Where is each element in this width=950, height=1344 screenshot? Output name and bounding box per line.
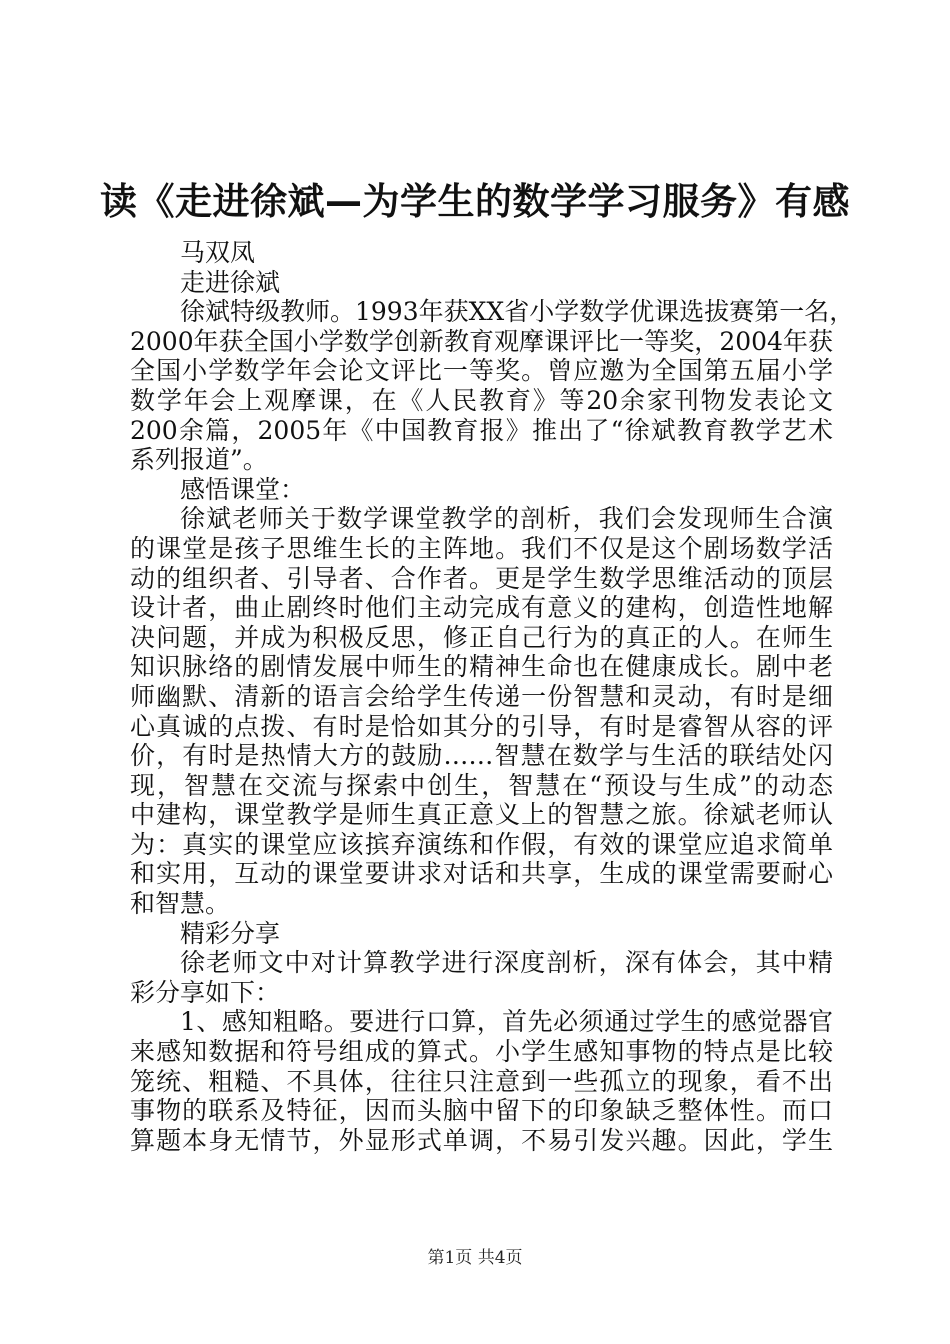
- paragraph-line: 为：真实的课堂应该摈弃演练和作假，有效的课堂应追求简单: [130, 829, 833, 859]
- paragraph-line: 来感知数据和符号组成的算式。小学生感知事物的特点是比较: [130, 1037, 833, 1067]
- paragraph-line: 算题本身无情节，外显形式单调，不易引发兴趣。因此，学生: [130, 1125, 833, 1155]
- document-title: 读《走进徐斌—为学生的数学学习服务》有感: [100, 180, 850, 223]
- paragraph-line: 数学年会上观摩课，在《人民教育》等20余家刊物发表论文: [130, 385, 833, 415]
- paragraph-line: 1、感知粗略。要进行口算，首先必须通过学生的感觉器官: [180, 1007, 833, 1037]
- section-heading-intro: 走进徐斌: [180, 267, 281, 297]
- paragraph-line: 事物的联系及特征，因而头脑中留下的印象缺乏整体性。而口: [130, 1096, 833, 1126]
- paragraph-line: 彩分享如下：: [130, 977, 281, 1007]
- paragraph-line: 现，智慧在交流与探索中创生，智慧在“预设与生成”的动态: [130, 770, 833, 800]
- point-1-paragraph: [130, 1007, 833, 1155]
- author-name: 马双凤: [180, 238, 256, 267]
- paragraph-line: 全国小学数学年会论文评比一等奖。曾应邀为全国第五届小学: [130, 356, 833, 386]
- paragraph-line: 设计者，曲止剧终时他们主动完成有意义的建构，创造性地解: [130, 593, 833, 623]
- classroom-paragraph: [130, 504, 833, 918]
- paragraph-line: 的课堂是孩子思维生长的主阵地。我们不仅是这个剧场数学活: [130, 533, 833, 563]
- paragraph-line: 200余篇，2005年《中国教育报》推出了“徐斌教育教学艺术: [130, 415, 833, 445]
- paragraph-line: 心真诚的点拨、有时是恰如其分的引导，有时是睿智从容的评: [130, 711, 833, 741]
- paragraph-line: 系列报道”。: [130, 445, 268, 475]
- share-paragraph: [130, 948, 833, 1007]
- paragraph-line: 徐斌特级教师。1993年获XX省小学数学优课选拔赛第一名，: [180, 297, 855, 327]
- document-body: [130, 238, 855, 1155]
- paragraph-line: 动的组织者、引导者、合作者。更是学生数学思维活动的顶层: [130, 563, 833, 593]
- paragraph-line: 徐斌老师关于数学课堂教学的剖析，我们会发现师生合演: [180, 504, 833, 534]
- paragraph-line: 笼统、粗糙、不具体，往往只注意到一些孤立的现象，看不出: [130, 1066, 833, 1096]
- paragraph-line: 2000年获全国小学数学创新教育观摩课评比一等奖，2004年获: [130, 326, 833, 356]
- paragraph-line: 和实用，互动的课堂要讲求对话和共享，生成的课堂需要耐心: [130, 859, 833, 889]
- page-number-footer: 第1页 共4页: [427, 1248, 523, 1268]
- section-heading-share: 精彩分享: [180, 918, 281, 948]
- paragraph-line: 徐老师文中对计算教学进行深度剖析，深有体会，其中精: [180, 948, 833, 978]
- paragraph-line: 价，有时是热情大方的鼓励……智慧在数学与生活的联结处闪: [130, 741, 833, 771]
- paragraph-line: 知识脉络的剧情发展中师生的精神生命也在健康成长。剧中老: [130, 652, 833, 682]
- intro-paragraph: [130, 297, 855, 475]
- paragraph-line: 中建构，课堂教学是师生真正意义上的智慧之旅。徐斌老师认: [130, 800, 833, 830]
- paragraph-line: 和智慧。: [130, 889, 231, 919]
- paragraph-line: 师幽默、清新的语言会给学生传递一份智慧和灵动，有时是细: [130, 681, 833, 711]
- paragraph-line: 决问题，并成为积极反思，修正自己行为的真正的人。在师生: [130, 622, 833, 652]
- section-heading-classroom: 感悟课堂：: [180, 474, 306, 504]
